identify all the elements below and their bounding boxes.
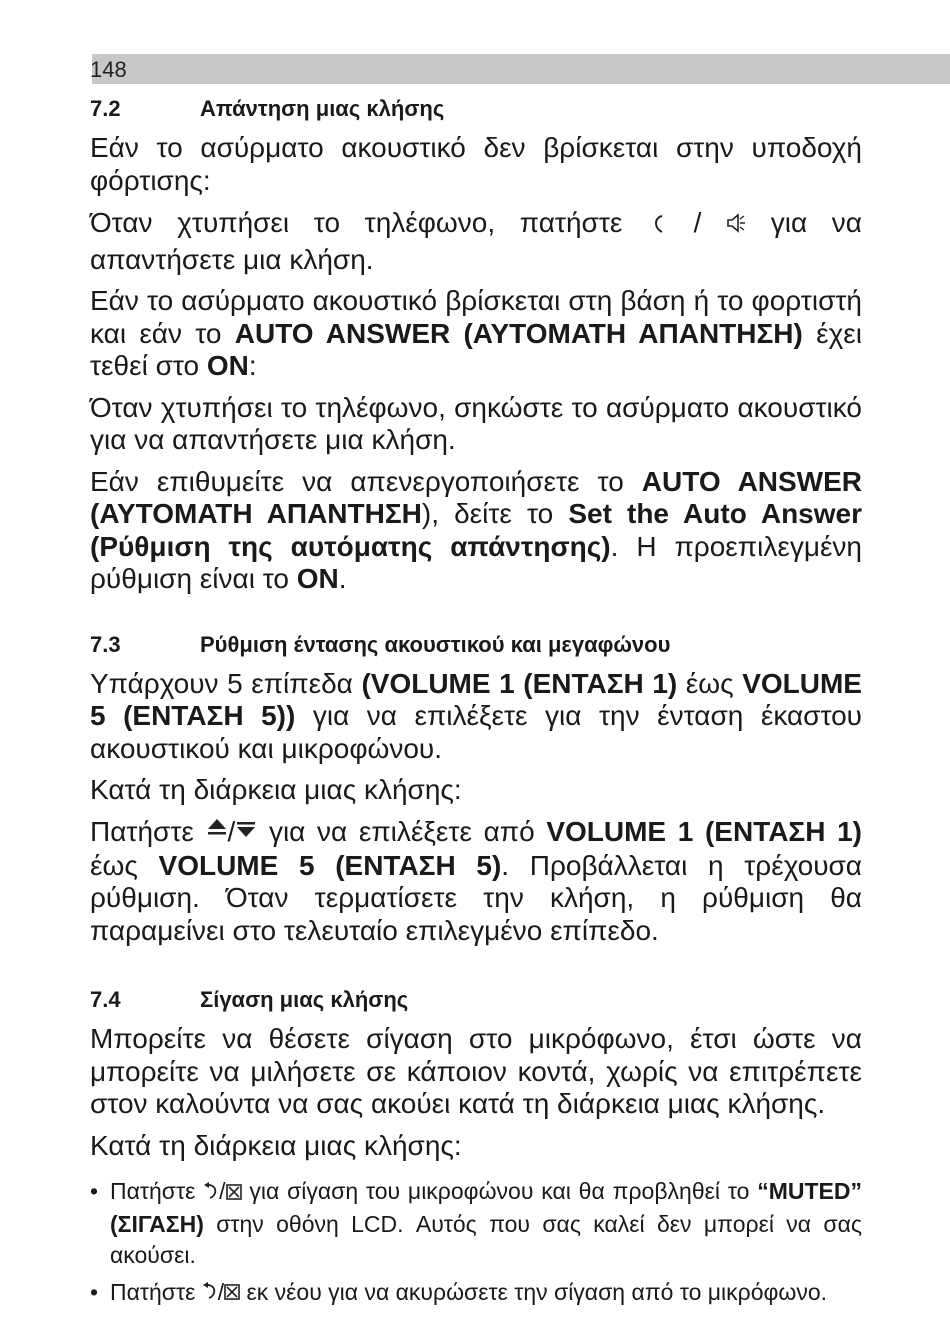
bold-text: VOLUME 5 (ΕΝΤΑΣΗ 5)): [90, 667, 862, 731]
bold-text: “MUTED” (ΣΙΓΑΣΗ): [110, 1178, 862, 1237]
text: /: [219, 1178, 226, 1205]
bullet-list: [90, 1176, 862, 1309]
paragraph: Όταν χτυπήσει το τηλέφωνο, σηκώστε το ασύρματο ακουστικό για να απαντήσετε μια κλήση.: [90, 391, 862, 455]
bold-text: AUTO ANSWER (ΑΥΤΟΜΑΤΗ ΑΠΑΝΤΗΣΗ: [90, 465, 863, 529]
section-number: 7.4: [90, 987, 121, 1013]
text: /: [669, 207, 727, 239]
text: /: [227, 815, 236, 847]
bold-text: Set the Auto Answer (Ρύθμιση της αυτόματης απάντησης): [90, 498, 863, 562]
text: για να απαντήσετε μια κλήση.: [90, 207, 862, 275]
paragraph: [90, 206, 862, 276]
mute-box-icon: [224, 1278, 240, 1309]
text: .: [338, 563, 347, 594]
paragraph: Κατά τη διάρκεια μιας κλήσης:: [90, 1129, 462, 1161]
header-bar: [92, 54, 950, 84]
bold-text: VOLUME 5 (ΕΝΤΑΣΗ 5): [158, 849, 502, 881]
volume-down-icon: [235, 816, 257, 850]
section-number: 7.2: [90, 96, 121, 121]
text: εκ νέου για να ακυρώσετε την σίγαση από το μικρόφωνο.: [240, 1278, 828, 1305]
paragraph: [90, 285, 862, 383]
list-item: [90, 1277, 862, 1309]
talk-handset-icon: [647, 206, 669, 244]
bold-text: VOLUME 1 (ΕΝΤΑΣΗ 1): [546, 815, 863, 847]
text: έως: [90, 849, 159, 881]
text: :: [248, 350, 257, 381]
bold-text: (VOLUME 1 (ΕΝΤΑΣΗ 1): [361, 667, 678, 699]
paragraph: Κατά τη διάρκεια μιας κλήσης:: [90, 774, 462, 805]
page-number: 148: [90, 57, 127, 82]
section-heading: [90, 632, 862, 658]
paragraph: [90, 466, 862, 596]
text: Εάν το ασύρματο ακουστικό βρίσκεται στη βάση ή το φορτιστή και εάν το: [90, 285, 862, 349]
text: . Προβάλλεται η τρέχουσα ρύθμιση. Όταν τερματίσετε την κλήση, η ρύθμιση θα παραμείνει στο τελευταίο επιλεγμένο επίπεδο.: [90, 849, 862, 946]
paragraph: [90, 668, 862, 766]
text: Πατήστε: [110, 1278, 202, 1305]
text: έως: [677, 667, 743, 699]
text: . Η προεπιλεγμένη ρύθμιση είναι το: [90, 530, 863, 594]
text: για σίγαση του μικροφώνου και θα προβληθεί το: [241, 1178, 758, 1205]
section-number: 7.3: [90, 631, 121, 657]
text: /: [217, 1278, 225, 1305]
bold-text: AUTO ANSWER (ΑΥΤΟΜΑΤΗ ΑΠΑΝΤΗΣΗ): [234, 317, 803, 349]
text: για να επιλέξετε από: [257, 815, 547, 847]
text: Εάν επιθυμείτε να απενεργοποιήσετε το: [90, 465, 642, 497]
text: Πατήστε: [90, 815, 206, 847]
page-content: [90, 96, 862, 1309]
text: στην οθόνη LCD. Αυτός που σας καλεί δεν μπορεί να σας ακούσει.: [110, 1210, 862, 1268]
list-item: [90, 1176, 862, 1270]
section-7-4: [90, 987, 862, 1309]
bold-text: ON: [296, 563, 339, 594]
text: για να επιλέξετε για την ένταση έκαστου ακουστικού και μικροφώνου.: [90, 700, 862, 764]
section-title: Ρύθμιση έντασης ακουστικού και μεγαφώνου: [200, 631, 671, 657]
section-heading: [90, 987, 862, 1013]
text: Πατήστε: [110, 1178, 204, 1205]
text: Όταν χτυπήσει το τηλέφωνο, πατήστε: [90, 207, 648, 239]
section-heading: [90, 96, 862, 122]
section-title: Σίγαση μιας κλήσης: [200, 987, 409, 1013]
section-title: Απάντηση μιας κλήσης: [200, 96, 445, 121]
back-arrow-icon: [203, 1178, 219, 1209]
text: Υπάρχουν 5 επίπεδα: [90, 667, 362, 699]
text: ), δείτε το: [421, 498, 569, 529]
bold-text: ON: [206, 350, 249, 381]
mute-box-icon: [226, 1178, 242, 1209]
section-7-2: [90, 96, 862, 596]
paragraph: Μπορείτε να θέσετε σίγαση στο μικρόφωνο, έτσι ώστε να μπορείτε να μιλήσετε σε κάποιον κοντά, χωρίς να επιτρέπετε στον καλούντα να σας ακούει κατά τη διάρκεια μιας κλήσης.: [90, 1023, 862, 1120]
paragraph: [90, 816, 862, 948]
speaker-icon: [726, 209, 746, 242]
back-arrow-icon: [202, 1278, 218, 1309]
section-7-3: [90, 632, 862, 948]
paragraph: Εάν το ασύρματο ακουστικό δεν βρίσκεται στην υποδοχή φόρτισης:: [90, 132, 862, 196]
volume-up-icon: [206, 816, 228, 850]
text: έχει τεθεί στο: [90, 317, 862, 381]
